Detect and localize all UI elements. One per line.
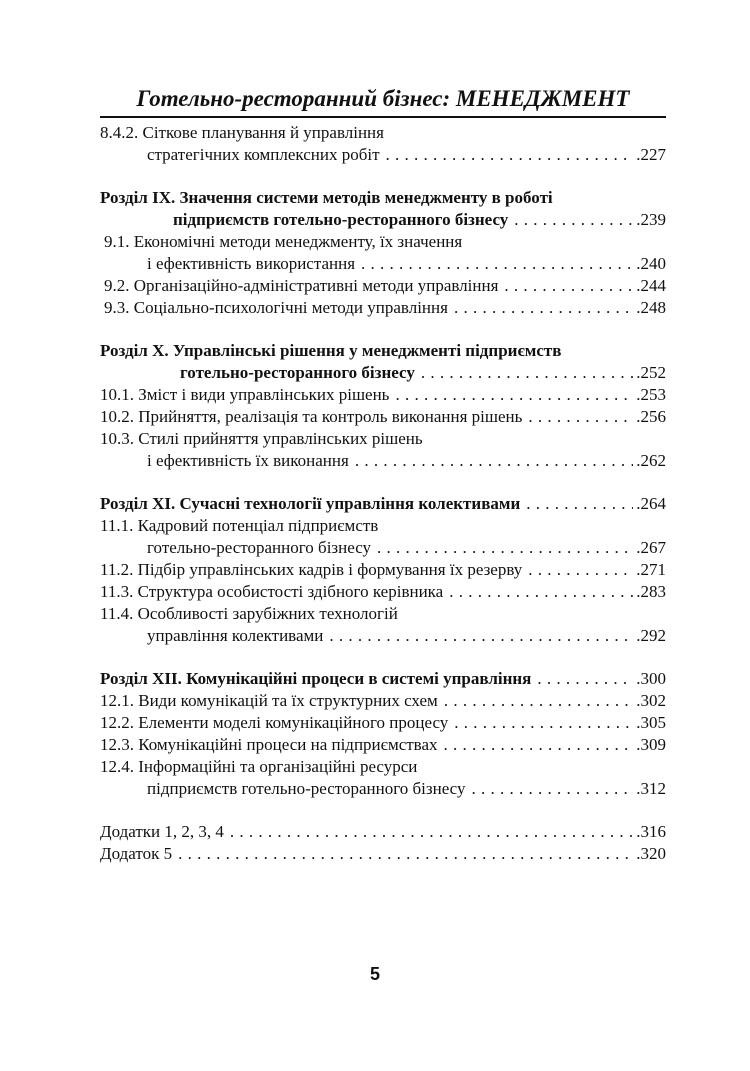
toc-entry-9-3[interactable]: 9.3. Соціально-психологічні методи управління . . . .248	[100, 297, 666, 319]
page-ref: .267	[636, 538, 666, 557]
dot-leader	[449, 581, 633, 603]
dot-leader	[361, 253, 633, 275]
toc-entry-11-1-line1: 11.1. Кадровий потенціал підприємств	[100, 516, 379, 535]
page-ref: .253	[636, 385, 666, 404]
page-ref: .312	[636, 779, 666, 798]
toc-entry-11-4[interactable]: управління колективами . . . .292	[100, 625, 666, 647]
dot-leader	[444, 734, 634, 756]
toc-entry-11-3[interactable]: 11.3. Структура особистості здібного керівника . . . .283	[100, 581, 666, 603]
toc-appendix-1-4[interactable]: Додатки 1, 2, 3, 4 . . . .316	[100, 821, 666, 843]
toc-entry-8-4-2[interactable]: стратегічних комплексних робіт . . . .227	[100, 144, 666, 166]
page-ref: .256	[636, 407, 666, 426]
toc-appendix-5[interactable]: Додаток 5 . . . .320	[100, 843, 666, 865]
page-ref: .264	[636, 494, 666, 513]
toc-entry-12-4-line1: 12.4. Інформаційні та організаційні ресурси	[100, 757, 418, 776]
toc-section-xi[interactable]: Розділ XI. Сучасні технології управління колективами . . . .264	[100, 493, 666, 515]
page-ref: .283	[636, 582, 666, 601]
toc-entry-11-1[interactable]: готельно-ресторанного бізнесу . . . .267	[100, 537, 666, 559]
dot-leader	[526, 493, 633, 515]
page-ref: .239	[636, 210, 666, 229]
page-ref: .262	[636, 451, 666, 470]
dot-leader	[421, 362, 633, 384]
dot-leader	[454, 297, 633, 319]
page-number: 5	[369, 964, 380, 984]
toc-entry-12-3[interactable]: 12.3. Комунікаційні процеси на підприємствах . . . .309	[100, 734, 666, 756]
toc-entry-9-1-line1: 9.1. Економічні методи менеджменту, їх значення	[104, 232, 463, 251]
dot-leader	[514, 209, 633, 231]
toc-entry-12-1[interactable]: 12.1. Види комунікацій та їх структурних схем . . . .302	[100, 690, 666, 712]
toc-entry-10-1[interactable]: 10.1. Зміст і види управлінських рішень . . . .253	[100, 384, 666, 406]
dot-leader	[377, 537, 633, 559]
toc-entry-12-4[interactable]: підприємств готельно-ресторанного бізнесу . . . .312	[100, 778, 666, 800]
dot-leader	[386, 144, 634, 166]
toc-section-xii[interactable]: Розділ XII. Комунікаційні процеси в системі управління . . . .300	[100, 668, 666, 690]
toc-entry-10-3-line1: 10.3. Стилі прийняття управлінських рішень	[100, 429, 423, 448]
dot-leader	[454, 712, 633, 734]
toc-section-ix-line1: Розділ IX. Значення системи методів менеджменту в роботі	[100, 188, 553, 207]
toc-entry-10-3[interactable]: і ефективність їх виконання . . . .262	[100, 450, 666, 472]
toc-section-x-line1: Розділ X. Управлінські рішення у менеджменті підприємств	[100, 341, 562, 360]
page-ref: .252	[636, 363, 666, 382]
dot-leader	[444, 690, 633, 712]
toc-entry-11-4-line1: 11.4. Особливості зарубіжних технологій	[100, 604, 398, 623]
page-ref: .244	[636, 276, 666, 295]
page-ref: .302	[636, 691, 666, 710]
toc-entry-11-2[interactable]: 11.2. Підбір управлінських кадрів і формування їх резерву . . . .271	[100, 559, 666, 581]
page-ref: .271	[636, 560, 666, 579]
page-ref: .305	[636, 713, 666, 732]
dot-leader	[528, 559, 633, 581]
page-ref: .292	[636, 626, 666, 645]
dot-leader	[472, 778, 634, 800]
page-ref: .227	[636, 145, 666, 164]
dot-leader	[329, 625, 633, 647]
dot-leader	[230, 821, 633, 843]
running-header: Готельно-ресторанний бізнес: МЕНЕДЖМЕНТ	[100, 84, 666, 118]
page-ref: .300	[636, 669, 666, 688]
dot-leader	[355, 450, 633, 472]
toc-entry-8-4-2-line1: 8.4.2. Сіткове планування й управління	[100, 123, 384, 142]
page-ref: .248	[636, 298, 666, 317]
toc-entry-12-2[interactable]: 12.2. Елементи моделі комунікаційного процесу . . . .305	[100, 712, 666, 734]
toc-section-x[interactable]: готельно-ресторанного бізнесу . . . .252	[100, 362, 666, 384]
dot-leader	[178, 843, 633, 865]
toc-entry-9-2[interactable]: 9.2. Організаційно-адміністративні методи управління . . . .244	[100, 275, 666, 297]
table-of-contents	[100, 122, 666, 865]
dot-leader	[395, 384, 633, 406]
toc-section-ix[interactable]: підприємств готельно-ресторанного бізнесу . . . .239	[100, 209, 666, 231]
page-ref: .309	[636, 735, 666, 754]
page-ref: .316	[636, 822, 666, 841]
dot-leader	[504, 275, 633, 297]
page-ref: .320	[636, 844, 666, 863]
toc-entry-9-1[interactable]: і ефективність використання . . . .240	[100, 253, 666, 275]
dot-leader	[528, 406, 633, 428]
toc-entry-10-2[interactable]: 10.2. Прийняття, реалізація та контроль виконання рішень . . . .256	[100, 406, 666, 428]
dot-leader	[537, 668, 633, 690]
page-ref: .240	[636, 254, 666, 273]
